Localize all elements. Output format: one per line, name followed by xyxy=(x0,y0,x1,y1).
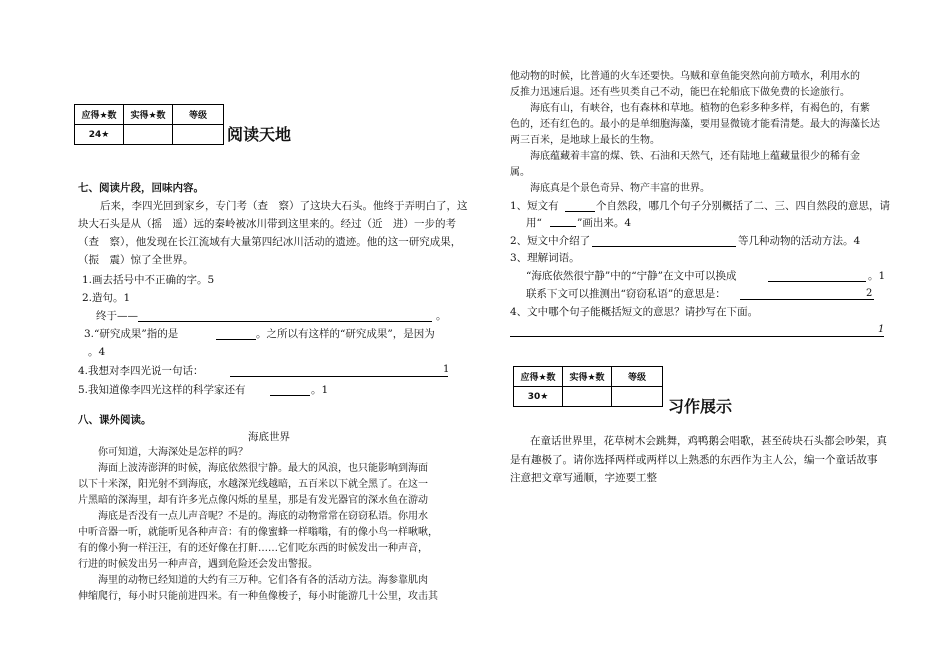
expected-stars-value: 24★ xyxy=(75,125,124,145)
passage-line: 他动物的时候，比普通的火车还要快。乌贼和章鱼能突然向前方喷水，利用水的 xyxy=(510,71,860,82)
answer-line-q2[interactable] xyxy=(592,246,736,247)
question-4-score: 1 xyxy=(878,324,885,335)
q7-item-2-prompt: 终于—— xyxy=(96,310,138,322)
q7-title: 七、阅读片段，回味内容。 xyxy=(78,182,204,194)
q7-item-2-end: 。 xyxy=(436,310,447,322)
q7-item-5-score: 。1 xyxy=(311,384,329,396)
passage-line: 两三百米，是地球上最长的生物。 xyxy=(510,135,660,146)
writing-prompt-line: 是有趣极了。请你选择两样或两样以上熟悉的东西作为主人公，编一个童话故事 xyxy=(510,454,878,466)
passage-line: 海底有山，有峡谷，也有森林和草地。植物的色彩多种多样，有褐色的，有紫 xyxy=(530,103,870,114)
passage-line: 海底蕴藏着丰富的煤、铁、石油和天然气，还有陆地上蕴藏量很少的稀有金 xyxy=(530,151,860,162)
article-title: 海底世界 xyxy=(248,431,290,443)
article-line: 行进的时候发出另一种声音，遇到危险还会发出警报。 xyxy=(78,559,318,570)
score-table-writing xyxy=(513,366,663,407)
q7-item-5: 5.我知道像李四光这样的科学家还有 xyxy=(78,384,246,396)
q7-item-1: 1.画去括号中不正确的字。5 xyxy=(82,274,215,286)
question-2-b: 等几种动物的活动方法。4 xyxy=(738,235,861,247)
passage-line: 反推力迅速后退。还有些贝类自己不动，能巴在轮船底下做免费的长途旅行。 xyxy=(510,87,850,98)
answer-line-q3b[interactable] xyxy=(740,299,874,300)
question-1-d: ”画出来。4 xyxy=(577,217,632,229)
q8-title: 八、课外阅读。 xyxy=(78,414,152,426)
question-1-c: 用“ xyxy=(526,217,542,229)
article-line: 中听音器一听，就能听见各种声音：有的像蜜蜂一样嗡嗡，有的像小鸟一样啾啾， xyxy=(78,527,438,538)
article-line: 片黑暗的深海里，却有许多光点像闪烁的星星，那是有发光器官的深水鱼在游动 xyxy=(78,495,428,506)
q7-passage-line: （查 察），他发现在长江流域有大量第四纪冰川活动的遗迹。他的这一研究成果， xyxy=(78,236,462,248)
answer-line-q3a[interactable] xyxy=(768,281,866,282)
passage-line: 海底真是个景色奇异、物产丰富的世界。 xyxy=(530,183,710,194)
writing-prompt-line: 注意把文章写通顺，字迹要工整 xyxy=(510,472,657,484)
section-title-writing: 习作展示 xyxy=(668,397,733,416)
question-3a-score: 。1 xyxy=(868,270,886,282)
article-line: 海底是否没有一点儿声音呢？不是的。海底的动物常常在窃窃私语。你用水 xyxy=(98,511,428,522)
answer-line-q7-2[interactable] xyxy=(138,321,432,322)
question-3a: “海底依然很宁静”中的“宁静”在文中可以换成 xyxy=(526,270,737,282)
question-1-b: 个自然段，哪几个句子分别概括了二、三、四自然段的意思，请 xyxy=(596,200,890,212)
answer-line-q7-5[interactable] xyxy=(270,395,310,396)
score-table-reading xyxy=(74,104,224,145)
q7-passage-line: 块大石头是从（摇 遥）远的秦岭被冰川带到这里来的。经过（近 进）一步的考 xyxy=(78,218,456,230)
underline-mark-sample xyxy=(550,226,576,227)
header-earned-stars: 实得★数 xyxy=(563,367,612,387)
expected-stars-value: 30★ xyxy=(514,387,563,407)
q7-passage-line: 后来，李四光回到家乡，专门考（查 察）了这块大石头。他终于弄明白了，这 xyxy=(100,200,468,212)
question-3b: 联系下文可以推测出“窃窃私语”的意思是： xyxy=(526,288,726,300)
answer-line-q7-4[interactable] xyxy=(230,376,448,377)
article-line: 伸缩爬行，每小时只能前进四米。有一种鱼像梭子，每小时能游几十公里，攻击其 xyxy=(78,591,438,602)
header-expected-stars: 应得★数 xyxy=(514,367,563,387)
question-1-a: 1、短文有 xyxy=(510,200,559,212)
writing-prompt-line: 在童话世界里，花草树木会跳舞，鸡鸭鹅会唱歌，甚至砖块石头都会吵架，真 xyxy=(530,435,887,447)
question-4: 4、文中哪个句子能概括短文的意思？请抄写在下面。 xyxy=(510,306,759,318)
q7-item-3-score: 。4 xyxy=(88,346,106,358)
question-2-a: 2、短文中介绍了 xyxy=(510,235,591,247)
grade-cell[interactable] xyxy=(612,387,663,407)
passage-line: 属。 xyxy=(510,167,530,178)
header-expected-stars: 应得★数 xyxy=(75,105,124,125)
q7-item-3-a: 3.“研究成果”指的是 xyxy=(84,328,179,340)
earned-stars-cell[interactable] xyxy=(124,125,173,145)
question-3: 3、理解词语。 xyxy=(510,252,580,264)
header-earned-stars: 实得★数 xyxy=(124,105,173,125)
question-3b-score: 2 xyxy=(866,288,873,299)
article-line: 以下十米深，阳光射不到海底，水越深光线越暗，五百米以下就全黑了。在这一 xyxy=(78,479,428,490)
header-grade: 等级 xyxy=(612,367,663,387)
answer-line-q7-3a[interactable] xyxy=(216,339,256,340)
passage-line: 色的，还有红色的。最小的是单细胞海藻，要用显微镜才能看清楚。最大的海藻长达 xyxy=(510,119,880,130)
answer-line-q4[interactable] xyxy=(510,336,884,337)
grade-cell[interactable] xyxy=(173,125,224,145)
q7-item-4: 4.我想对李四光说一句话： xyxy=(78,365,204,377)
q7-item-2: 2.造句。1 xyxy=(82,292,131,304)
article-line: 海面上波涛澎湃的时候，海底依然很宁静。最大的风浪，也只能影响到海面 xyxy=(98,463,428,474)
header-grade: 等级 xyxy=(173,105,224,125)
article-line: 有的像小狗一样汪汪，有的还好像在打鼾……它们吃东西的时候发出一种声音， xyxy=(78,543,428,554)
article-line: 海里的动物已经知道的大约有三万种。它们各有各的活动方法。海参靠肌肉 xyxy=(98,575,428,586)
article-line: 你可知道，大海深处是怎样的吗？ xyxy=(98,447,248,458)
answer-line-q1-count[interactable] xyxy=(565,211,595,212)
q7-passage-line: （振 震）惊了全世界。 xyxy=(78,254,194,266)
earned-stars-cell[interactable] xyxy=(563,387,612,407)
q7-item-4-score: 1 xyxy=(443,364,450,375)
section-title-reading: 阅读天地 xyxy=(227,125,292,144)
q7-item-3-b: 。之所以有这样的“研究成果”，是因为 xyxy=(256,328,435,340)
